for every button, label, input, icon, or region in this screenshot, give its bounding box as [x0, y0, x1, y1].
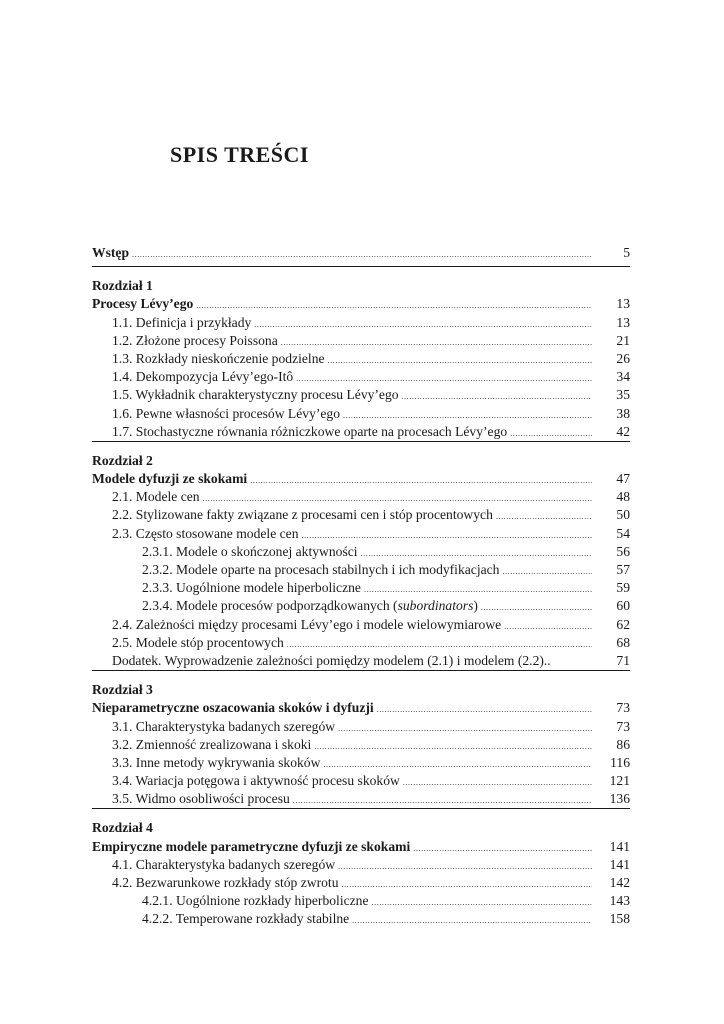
toc-entry-label: 2.1. Modele cen	[112, 489, 200, 505]
chapter-title-entry[interactable]	[92, 470, 630, 488]
toc-page-number: 21	[616, 332, 630, 348]
toc-subentry[interactable]	[92, 561, 630, 579]
toc-page-number: 56	[616, 543, 630, 559]
toc-entry-label: 3.3. Inne metody wykrywania skoków	[112, 754, 321, 770]
dot-leader	[364, 585, 592, 595]
toc-page-number: 50	[616, 507, 630, 523]
dot-leader	[377, 705, 592, 715]
toc-page-number: 42	[616, 423, 630, 439]
toc-entry-label-post: )	[473, 598, 478, 614]
table-of-contents	[92, 244, 630, 929]
dot-leader	[203, 494, 592, 504]
dot-leader	[287, 640, 592, 650]
dot-leader	[338, 862, 592, 872]
toc-page-number: 48	[616, 489, 630, 505]
toc-page-number: 59	[616, 580, 630, 596]
toc-page-number: 57	[616, 562, 630, 577]
dot-leader	[361, 549, 592, 559]
toc-page-number: 116	[610, 754, 630, 770]
toc-entry[interactable]	[92, 314, 630, 332]
dot-leader	[293, 796, 592, 806]
toc-entry[interactable]	[92, 856, 630, 874]
toc-page-number: 121	[609, 773, 630, 789]
divider	[92, 670, 630, 671]
toc-page-number: 26	[616, 350, 630, 366]
toc-entry-label: 2.3.3. Uogólnione modele hiperboliczne	[142, 580, 361, 596]
toc-entry-label: 2.3.2. Modele oparte na procesach stabilnych i ich modyfikacjach	[142, 562, 500, 577]
toc-entry[interactable]	[92, 790, 630, 808]
toc-page-number: 86	[616, 736, 630, 752]
toc-entry-label: 1.6. Pewne własności procesów Lévy’ego	[112, 405, 341, 421]
toc-entry[interactable]	[92, 754, 630, 772]
toc-entry[interactable]	[92, 718, 630, 736]
chapter-number: Rozdział 1	[92, 278, 153, 294]
dot-leader	[372, 898, 592, 908]
chapter-number: Rozdział 3	[92, 682, 153, 698]
toc-entry-label: 2.4. Zależności między procesami Lévy’ego i modele wielowymiarowe	[112, 616, 502, 632]
dot-leader	[481, 603, 592, 613]
toc-page-number: 141	[609, 856, 630, 872]
toc-page-number: 141	[609, 838, 630, 854]
toc-entry-label: 1.5. Wykładnik charakterystyczny procesu Lévy’ego	[112, 387, 399, 403]
toc-page-number: 71	[616, 652, 630, 668]
chapter-number: Rozdział 2	[92, 452, 153, 468]
toc-entry[interactable]	[92, 772, 630, 790]
toc-entry-label: 1.1. Definicja i przykłady	[112, 314, 252, 330]
toc-entry-label: 1.7. Stochastyczne równania różniczkowe oparte na procesach Lévy’ego	[112, 423, 508, 439]
toc-entry-label	[142, 597, 478, 615]
toc-entry[interactable]	[92, 405, 630, 423]
toc-subentry[interactable]	[92, 910, 630, 928]
chapter-title: Modele dyfuzji ze skokami	[92, 471, 248, 487]
toc-entry-label: 3.4. Wariacja potęgowa i aktywność procesu skoków	[112, 773, 400, 789]
toc-entry-label: 1.3. Rozkłady nieskończenie podzielne	[112, 350, 325, 366]
toc-page-number: 60	[616, 598, 630, 614]
divider	[92, 808, 630, 809]
toc-entry-label: 2.3. Często stosowane modele cen	[112, 525, 299, 541]
toc-page-number: 68	[616, 634, 630, 650]
toc-page-number: 13	[616, 314, 630, 330]
toc-entry-label: 4.2. Bezwarunkowe rozkłady stóp zwrotu	[112, 875, 339, 890]
chapter-number: Rozdział 4	[92, 820, 153, 836]
dot-leader	[196, 301, 592, 311]
dot-leader	[132, 250, 592, 260]
toc-entry-label-italic: subordinators	[397, 598, 474, 614]
toc-page-number: 62	[616, 616, 630, 632]
toc-entry[interactable]	[92, 350, 630, 368]
toc-page-number: 158	[609, 911, 630, 927]
toc-page-number: 38	[616, 405, 630, 421]
toc-entry-label: 4.1. Charakterystyka badanych szeregów	[112, 856, 336, 872]
dot-leader	[510, 429, 592, 439]
toc-subentry[interactable]	[92, 597, 630, 615]
toc-page-number: 73	[616, 718, 630, 734]
toc-entry[interactable]	[92, 525, 630, 543]
toc-entry-label: 2.2. Stylizowane fakty związane z procesami cen i stóp procentowych	[112, 507, 493, 523]
dot-leader	[504, 622, 592, 632]
toc-subentry[interactable]	[92, 892, 630, 910]
toc-entry-label: 3.5. Widmo osobliwości procesu	[112, 791, 290, 807]
dot-leader	[254, 320, 592, 330]
toc-entry[interactable]	[92, 386, 630, 404]
toc-page-number: 13	[616, 296, 630, 312]
toc-entry-intro[interactable]	[92, 244, 630, 262]
toc-entry-label: Wstęp	[92, 245, 130, 260]
toc-entry-label: 4.2.1. Uogólnione rozkłady hiperboliczne	[142, 893, 369, 909]
chapter-title: Nieparametryczne oszacowania skoków i dyfuzji	[92, 700, 374, 716]
toc-entry-appendix[interactable]	[92, 652, 630, 670]
toc-entry-label: Dodatek. Wyprowadzenie zależności pomiędzy modelem (2.1) i modelem (2.2)..	[112, 652, 551, 668]
toc-subentry[interactable]	[92, 543, 630, 561]
toc-entry[interactable]	[92, 332, 630, 350]
chapter-title-entry[interactable]	[92, 699, 630, 717]
chapter-title-entry[interactable]	[92, 295, 630, 313]
toc-page-number: 34	[616, 369, 630, 385]
chapter-title-entry[interactable]	[92, 838, 630, 856]
toc-entry-label: 1.2. Złożone procesy Poissona	[112, 332, 278, 348]
toc-entry[interactable]	[92, 488, 630, 506]
dot-leader	[343, 411, 592, 421]
page-title: SPIS TREŚCI	[170, 142, 309, 167]
toc-entry[interactable]	[92, 423, 630, 441]
dot-leader	[403, 778, 592, 788]
toc-page-number: 142	[609, 875, 630, 890]
dot-leader	[250, 476, 592, 486]
dot-leader	[502, 567, 592, 577]
toc-entry[interactable]	[92, 506, 630, 524]
dot-leader	[342, 880, 592, 890]
dot-leader	[296, 374, 592, 384]
divider	[92, 441, 630, 442]
toc-entry[interactable]	[92, 634, 630, 652]
toc-entry[interactable]	[92, 874, 630, 892]
toc-page-number: 35	[616, 387, 630, 403]
toc-entry[interactable]	[92, 736, 630, 754]
toc-entry[interactable]	[92, 616, 630, 634]
toc-page-number: 47	[616, 471, 630, 487]
dot-leader	[496, 512, 592, 522]
dot-leader	[328, 356, 592, 366]
toc-entry-label: 3.2. Zmienność zrealizowana i skoki	[112, 736, 312, 752]
dot-leader	[281, 338, 592, 348]
toc-page-number: 73	[616, 700, 630, 716]
toc-entry-label: 4.2.2. Temperowane rozkłady stabilne	[142, 911, 350, 927]
dot-leader	[314, 742, 592, 752]
toc-page-number: 136	[609, 791, 630, 807]
toc-subentry[interactable]	[92, 579, 630, 597]
dot-leader	[402, 392, 592, 402]
toc-entry-label-pre: 2.3.4. Modele procesów podporządkowanych (	[142, 598, 398, 614]
toc-page-number: 5	[623, 245, 630, 260]
toc-entry-label: 1.4. Dekompozycja Lévy’ego-Itô	[112, 369, 294, 385]
dot-leader	[302, 531, 593, 541]
chapter-title: Procesy Lévy’ego	[92, 296, 194, 312]
dot-leader	[413, 844, 592, 854]
chapter-title: Empiryczne modele parametryczne dyfuzji ze skokami	[92, 838, 411, 854]
toc-entry[interactable]	[92, 368, 630, 386]
divider	[92, 266, 630, 267]
toc-entry-label: 2.3.1. Modele o skończonej aktywności	[142, 543, 358, 559]
toc-entry-label: 3.1. Charakterystyka badanych szeregów	[112, 718, 336, 734]
dot-leader	[338, 724, 592, 734]
dot-leader	[352, 916, 592, 926]
toc-entry-label: 2.5. Modele stóp procentowych	[112, 634, 284, 650]
toc-page-number: 54	[616, 525, 630, 541]
dot-leader	[323, 760, 592, 770]
toc-page-number: 143	[609, 893, 630, 909]
